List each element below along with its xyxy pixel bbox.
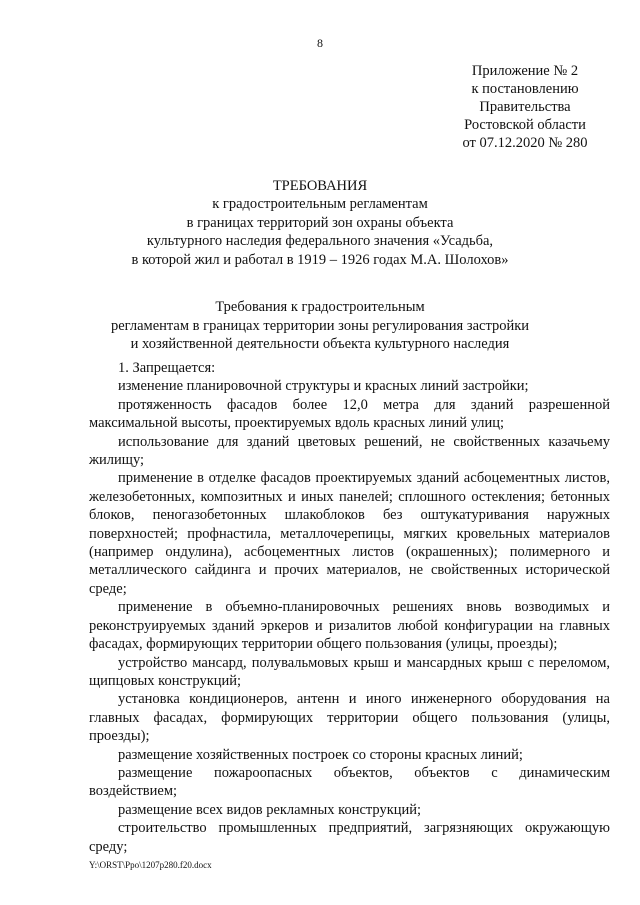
- footer-file-path: Y:\ORST\Ppo\1207p280.f20.docx: [89, 860, 212, 870]
- paragraph: размещение пожароопасных объектов, объектов с динамическим воздействием;: [89, 764, 610, 800]
- document-title: ТРЕБОВАНИЯ: [272, 178, 368, 194]
- subtitle-line: к градостроительным регламентам: [212, 196, 428, 212]
- body-text: [89, 359, 610, 856]
- paragraph: изменение планировочной структуры и красных линий застройки;: [118, 378, 529, 395]
- subtitle-line: в границах территорий зон охраны объекта: [186, 214, 454, 231]
- appendix-line: Приложение № 2: [471, 63, 579, 79]
- paragraph: устройство мансард, полувальмовых крыш и мансардных крыш с переломом, щипцовых конструкций;: [89, 654, 610, 689]
- paragraph: строительство промышленных предприятий, загрязняющих окружающую среду;: [89, 820, 610, 855]
- section-title-line: Требования к градостроительным: [215, 299, 425, 315]
- paragraph: установка кондиционеров, антенн и иного инженерного оборудования на главных фасадах, формирующих территории общего пользования (улицы, проезды);: [89, 691, 610, 745]
- appendix-line: от 07.12.2020 № 280: [462, 135, 588, 151]
- section-title: [0, 298, 640, 354]
- document-subtitle: [0, 195, 640, 269]
- subtitle-line: культурного наследия федерального значения «Усадьба,: [146, 233, 494, 249]
- appendix-line: к постановлению: [471, 81, 579, 97]
- appendix-block: [440, 62, 610, 152]
- paragraph: применение в отделке фасадов проектируемых зданий асбоцементных листов, железобетонных, композитных и иных панелей; сплошного остекления; бетонных блоков, пеногазобетонных шлакоблоков без оштукатуривания наружных поверхностей; профнастила, металлочерепицы, мягких кровельных материалов (например ондулина), асбоцементных листов (окрашенных); полимерного и металлического сайдинга и прочих материалов, не свойственных исторической среде;: [89, 470, 610, 597]
- page-number: 8: [317, 36, 323, 50]
- paragraph: 1. Запрещается:: [118, 360, 216, 376]
- paragraph: использование для зданий цветовых решений, не свойственных казачьему жилищу;: [89, 433, 610, 469]
- appendix-line: Ростовской области: [464, 117, 586, 133]
- paragraph: протяженность фасадов более 12,0 метра для зданий разрешенной максимальной высоты, проектируемых вдоль красных линий улиц;: [89, 396, 610, 432]
- section-title-line: и хозяйственной деятельности объекта культурного наследия: [130, 336, 510, 352]
- subtitle-line: в которой жил и работал в 1919 – 1926 годах М.А. Шолохов»: [131, 251, 509, 268]
- appendix-line: Правительства: [479, 99, 571, 115]
- paragraph: размещение хозяйственных построек со стороны красных линий;: [118, 746, 523, 763]
- paragraph: размещение всех видов рекламных конструкций;: [118, 801, 422, 818]
- paragraph: применение в объемно-планировочных решениях вновь возводимых и реконструируемых зданий эркеров и ризалитов любой конфигурации на главных фасадах, формирующих территории общего пользования (улицы, проезды);: [89, 599, 610, 653]
- section-title-line: регламентам в границах территории зоны регулирования застройки: [110, 317, 530, 334]
